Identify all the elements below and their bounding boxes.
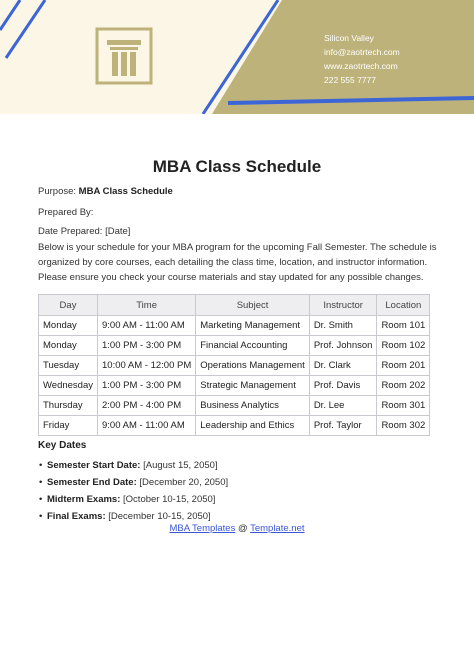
cell-subject: Marketing Management (196, 316, 310, 336)
cell-location: Room 201 (377, 356, 430, 376)
list-item (47, 477, 228, 494)
cell-time: 1:00 PM - 3:00 PM (98, 336, 196, 356)
header-banner (0, 0, 474, 114)
col-header-day: Day (39, 295, 98, 316)
footer-separator: @ (235, 523, 251, 534)
cell-location: Room 302 (377, 416, 430, 436)
cell-instructor: Dr. Clark (309, 356, 377, 376)
key-date-value: [August 15, 2050] (140, 460, 218, 471)
mba-templates-link[interactable]: MBA Templates (169, 523, 236, 534)
table-row (39, 336, 430, 356)
list-item (47, 494, 228, 511)
key-date-label: Semester Start Date: (47, 460, 141, 471)
contact-location: Silicon Valley (324, 33, 374, 43)
contact-info (324, 31, 400, 87)
col-header-time: Time (98, 295, 196, 316)
date-prepared-label: Date Prepared: (38, 226, 103, 237)
cell-instructor: Prof. Taylor (309, 416, 377, 436)
key-dates-list (37, 460, 228, 528)
cell-day: Friday (39, 416, 98, 436)
cell-instructor: Prof. Johnson (309, 336, 377, 356)
schedule-table (38, 294, 430, 436)
cell-location: Room 101 (377, 316, 430, 336)
table-row (39, 416, 430, 436)
col-header-location: Location (377, 295, 430, 316)
key-date-label: Semester End Date: (47, 477, 137, 488)
cell-subject: Strategic Management (196, 376, 310, 396)
cell-subject: Leadership and Ethics (196, 416, 310, 436)
purpose-value: MBA Class Schedule (78, 186, 173, 197)
key-date-value: [October 10-15, 2050] (120, 494, 216, 505)
cell-day: Monday (39, 316, 98, 336)
cell-subject: Financial Accounting (196, 336, 310, 356)
cell-location: Room 202 (377, 376, 430, 396)
cell-instructor: Dr. Smith (309, 316, 377, 336)
cell-time: 9:00 AM - 11:00 AM (98, 416, 196, 436)
key-dates-heading: Key Dates (38, 440, 87, 451)
table-row (39, 356, 430, 376)
date-prepared-line (38, 226, 130, 237)
key-date-label: Final Exams: (47, 511, 106, 522)
cell-subject: Business Analytics (196, 396, 310, 416)
key-date-label: Midterm Exams: (47, 494, 121, 505)
prepared-by-line (38, 207, 93, 218)
header-stripe-top-left (0, 0, 20, 30)
cell-day: Thursday (39, 396, 98, 416)
contact-phone: 222 555 7777 (324, 75, 376, 85)
page-title: MBA Class Schedule (152, 157, 322, 176)
col-header-subject: Subject (196, 295, 310, 316)
cell-instructor: Dr. Lee (309, 396, 377, 416)
intro-paragraph: Below is your schedule for your MBA program for the upcoming Fall Semester. The schedule is organized by core courses, each detailing the class time, location, and instructor information. Please ensure you check your course materials and stay updated for any possible changes. (38, 242, 437, 283)
list-item (47, 460, 228, 477)
table-row (39, 396, 430, 416)
cell-time: 1:00 PM - 3:00 PM (98, 376, 196, 396)
header-decoration (0, 0, 474, 114)
table-row (39, 376, 430, 396)
cell-time: 2:00 PM - 4:00 PM (98, 396, 196, 416)
cell-location: Room 301 (377, 396, 430, 416)
pillar-logo-icon (95, 27, 153, 85)
cell-location: Room 102 (377, 336, 430, 356)
cell-time: 10:00 AM - 12:00 PM (98, 356, 196, 376)
cell-day: Monday (39, 336, 98, 356)
key-date-value: [December 10-15, 2050] (105, 511, 211, 522)
cell-instructor: Prof. Davis (309, 376, 377, 396)
footer-credit (0, 523, 474, 534)
purpose-label: Purpose: (38, 186, 77, 197)
contact-website: www.zaotrtech.com (324, 61, 398, 71)
col-header-instructor: Instructor (309, 295, 377, 316)
cell-subject: Operations Management (196, 356, 310, 376)
template-net-link[interactable]: Template.net (250, 523, 305, 534)
prepared-by-label: Prepared By: (38, 207, 94, 218)
table-header-row (39, 295, 430, 316)
header-stripe-left (6, 0, 45, 58)
purpose-line (38, 186, 173, 197)
cell-day: Wednesday (39, 376, 98, 396)
key-date-value: [December 20, 2050] (136, 477, 229, 488)
contact-email: info@zaotrtech.com (324, 47, 400, 57)
date-prepared-value: [Date] (105, 226, 131, 237)
cell-time: 9:00 AM - 11:00 AM (98, 316, 196, 336)
cell-day: Tuesday (39, 356, 98, 376)
table-row (39, 316, 430, 336)
